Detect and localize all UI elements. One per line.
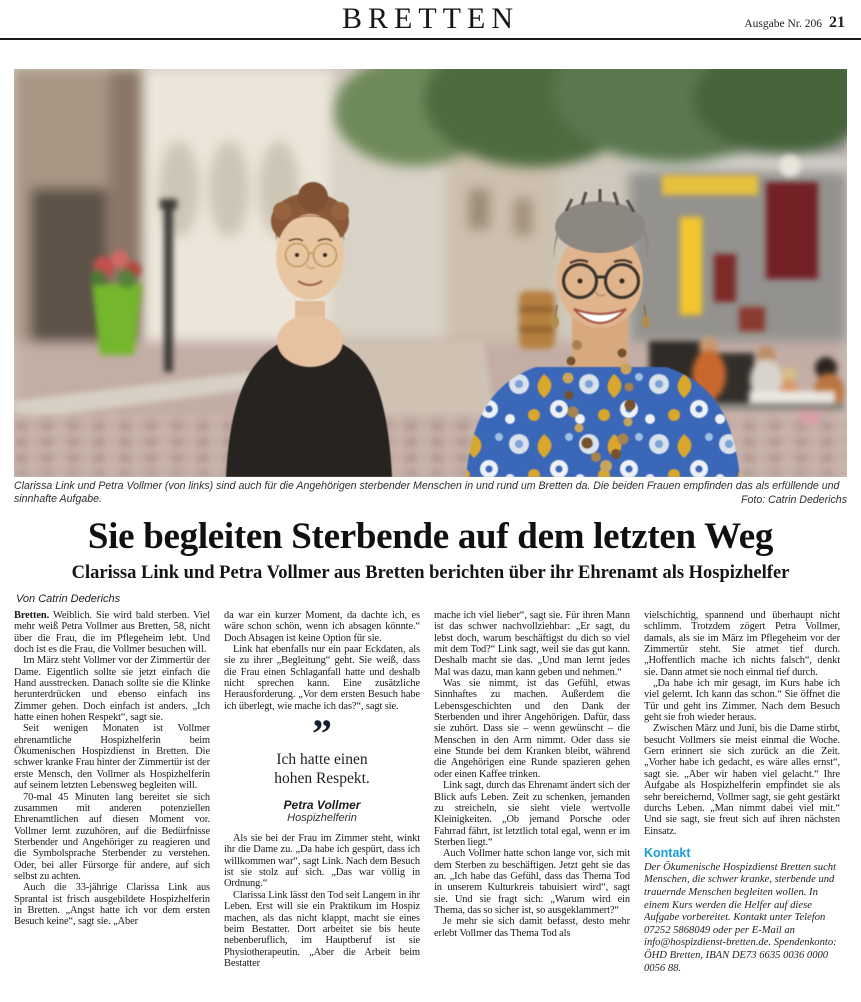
subheadline: Clarissa Link und Petra Vollmer aus Bretten berichten über ihr Ehrenamt als Hospizhelfer (71, 563, 790, 583)
paragraph: Clarissa Link lässt den Tod seit Langem in ihr Leben. Erst will sie ein Praktikum im Hospiz machen, als das nicht klappt, macht sie eines beim Bestatter. Dort arbeitet sie bis heute nebenberuflich, im Hauptberuf ist sie Physiotherapeutin. „Aber die Arbeit beim Bestatter (224, 889, 420, 969)
lead-paragraph: Bretten. Weiblich. Sie wird bald sterben. Viel mehr weiß Petra Vollmer aus Bretten, 58, nicht über die Frau, die im Pflegeheim lebt. Und doch ist es die Frau, die Vollmer besuchen will. (14, 610, 210, 656)
column-2 (224, 610, 420, 1002)
paragraph: Link sagt, durch das Ehrenamt ändert sich der Blick aufs Leben. Zeit zu schenken, jemanden zu streicheln, sie sieht viele wertvolle Kleinigkeiten. „Ob jemand Porsche oder Fahrrad fährt, ist letztlich total egal, wenn er im Sterben liegt.“ (434, 780, 630, 848)
paragraph: Auch Vollmer hatte schon lange vor, sich mit dem Sterben zu beschäftigen. Jetzt geht sie das an. „Ich habe das Gefühl, dass das Thema Tod in unserem Kulturkreis tabuisiert wird“, sagt sie. Und sie fragt sich: „Warum wird ein Thema, das so sicher ist, so ausgeklammert?“ (434, 848, 630, 916)
paragraph: Auch die 33-jährige Clarissa Link aus Sprantal ist frisch ausgebildete Hospizhelferin in Bretten. „Angst hatte ich vor dem ersten Besuch keine“, sagt sie. „Aber (14, 882, 210, 928)
paragraph: da war ein kurzer Moment, da dachte ich, es wäre schon schön, wenn ich absagen könnte.“ Doch Absagen ist keine Option für sie. (224, 610, 420, 644)
photo-scene (14, 69, 847, 477)
section-title: BRETTEN (342, 2, 519, 35)
article-body (14, 610, 847, 1002)
pull-quote (232, 711, 412, 825)
issue-info (744, 14, 845, 32)
yellow-sign (680, 217, 702, 315)
masthead (0, 0, 861, 38)
quote-role: Hospizhelferin (287, 812, 357, 825)
paragraph: Link hat ebenfalls nur ein paar Eckdaten, als sie zu ihrer „Begleitung“ geht. Sie weiß, dass die Frau einen Schlaganfall hatte und deshalb nicht sprechen kann. Eine zusätzliche Herausforderung. „Vor dem ersten Besuch habe ich überlegt, wie mache ich das?“, sagt sie. (224, 644, 420, 712)
paragraph: 70-mal 45 Minuten lang bereitet sie sich zusammen mit anderen potenziellen Ehrenamtlichen auf diesen Moment vor. Vollmer lernt zuzuhören, auf die Bedürfnisse Sterbender und Angehöriger zu reagieren und die Symbolsprache Sterbender zu verstehen. Oder, bei aller Fürsorge für andere, auf sich selbst zu achten. (14, 791, 210, 882)
paragraph: Als sie bei der Frau im Zimmer steht, winkt ihr die Dame zu. „Da habe ich gespürt, dass ich willkommen war“, sagt Link. Nach dem Besuch ist sie stolz auf sich. „Das war völlig in Ordnung.“ (224, 833, 420, 890)
paragraph: Zwischen März und Juni, bis die Dame stirbt, besucht Vollmers sie meist einmal die Woche. Gern erinnert sie sich zurück an die Zeit. „Vorher habe ich gedacht, es wäre alles ernst“, sagt sie. „Aber wir haben viel gelacht.“ Ihre Aufgabe als Hospizhelferin empfindet sie als sehr bereichernd, Vollmer sagt, sie geht gestärkt durchs Leben. „Man nimmt dabei viel mit.“ Und sie sagt, sie freut sich auf ihren nächsten Einsatz. (644, 723, 840, 837)
paragraph: „Da habe ich mir gesagt, im Kurs habe ich viel gelernt. Ich kann das schon.“ Sie öffnet die Tür und geht ins Zimmer. Nach dem Besuch geht sie froh wieder heraus. (644, 678, 840, 724)
paragraph: mache ich viel lieber“, sagt sie. Für ihren Mann ist das schwer nachvollziehbar: „Er sagt, du lebst doch, warum beschäftigst du dich so viel mit dem Tod?“ Link sagt, weil sie das gut kann. Deshalb macht sie das. „Und man lernt jedes Mal was dazu, man kann geben und nehmen.“ (434, 610, 630, 678)
paragraph: Was sie nimmt, ist das Gefühl, etwas Sinnhaftes zu machen. Außerdem die Lebensgeschichten und den Dank der Sterbenden und ihrer Angehörigen. Dafür, dass sie zuhört. Dass sie – wenn gewünscht – die Menschen in den Arm nimmt. Oder dass sie eine Stunde bei dem Kranken bleibt, während die Angehörigen eine Runde spazieren gehen oder einen Kaffee trinken. (434, 678, 630, 780)
quote-author: Petra Vollmer (283, 798, 361, 813)
issue-label: Ausgabe Nr. 206 (744, 18, 822, 30)
column-4 (644, 610, 840, 1002)
paragraph: Je mehr sie sich damit befasst, desto mehr erlebt Vollmer das Thema Tod als (434, 916, 630, 939)
photo-credit: Foto: Catrin Dederichs (741, 494, 847, 506)
masthead-rule (0, 38, 861, 40)
lamp-post (164, 207, 173, 372)
quote-mark-icon: ” (312, 711, 332, 757)
paragraph: vielschichtig, spannend und überhaupt nicht schlimm. Trotzdem zögert Petra Vollmer, damals, als sie im März im Pflegeheim vor der Zimmertür steht. Sie atmet tief durch. „Hoffentlich mache ich nichts falsch“, denkt sie. Dann atmet sie noch einmal tief durch. (644, 610, 840, 678)
headline: Sie begleiten Sterbende auf dem letzten Weg (87, 516, 774, 557)
contact-box (644, 846, 840, 975)
byline: Von Catrin Dederichs (16, 593, 121, 605)
green-flower-pot (92, 284, 142, 355)
paragraph: Im März steht Vollmer vor der Zimmertür der Dame. Eigentlich sollte sie jetzt einfach die Hand ausstrecken. Danach sollte sie die Klinke herunterdrücken und ebenso einfach ins Zimmer gehen. Doch einfach ist anders. „Ich hatte einen hohen Respekt“, sagt sie. (14, 655, 210, 724)
photo-caption (14, 480, 847, 507)
quote-text: Ich hatte einen hohen Respekt. (274, 751, 370, 788)
paragraph: Seit wenigen Monaten ist Vollmer ehrenamtliche Hospizhelferin beim Ökumenischen Hospizdienst in Bretten. Die schwer kranke Frau hinter der Zimmertür ist der erste Mensch, den Vollmer als Hospizhelferin auf seinem letzten Lebensweg begleiten will. (14, 723, 210, 792)
column-1 (14, 610, 210, 1002)
caption-text: Clarissa Link und Petra Vollmer (von links) sind auch für die Angehörigen sterbender Menschen in und rund um Bretten da. Die beiden Frauen empfinden das als erfüllende und sinnhafte Aufgabe. (14, 480, 840, 505)
contact-heading: Kontakt (644, 845, 691, 860)
article-photo (14, 69, 847, 507)
earring (551, 316, 559, 328)
column-3 (434, 610, 630, 1002)
lead-location: Bretten. (14, 610, 50, 621)
street-planter (519, 291, 555, 349)
page-number: 21 (829, 14, 845, 31)
contact-body: Der Ökumenische Hospizdienst Bretten sucht Menschen, die schwer kranke, sterbende und trauernde Menschen begleiten wollen. In einem Kurs werden die Helfer auf diese Aufgabe vorbereitet. Kontakt unter Telefon 07252 5868049 oder per E-Mail an info@hospizdienst-bretten.de. Spendenkonto: ÖHD Bretten, IBAN DE73 6635 0036 0000 0056 88. (644, 861, 837, 974)
